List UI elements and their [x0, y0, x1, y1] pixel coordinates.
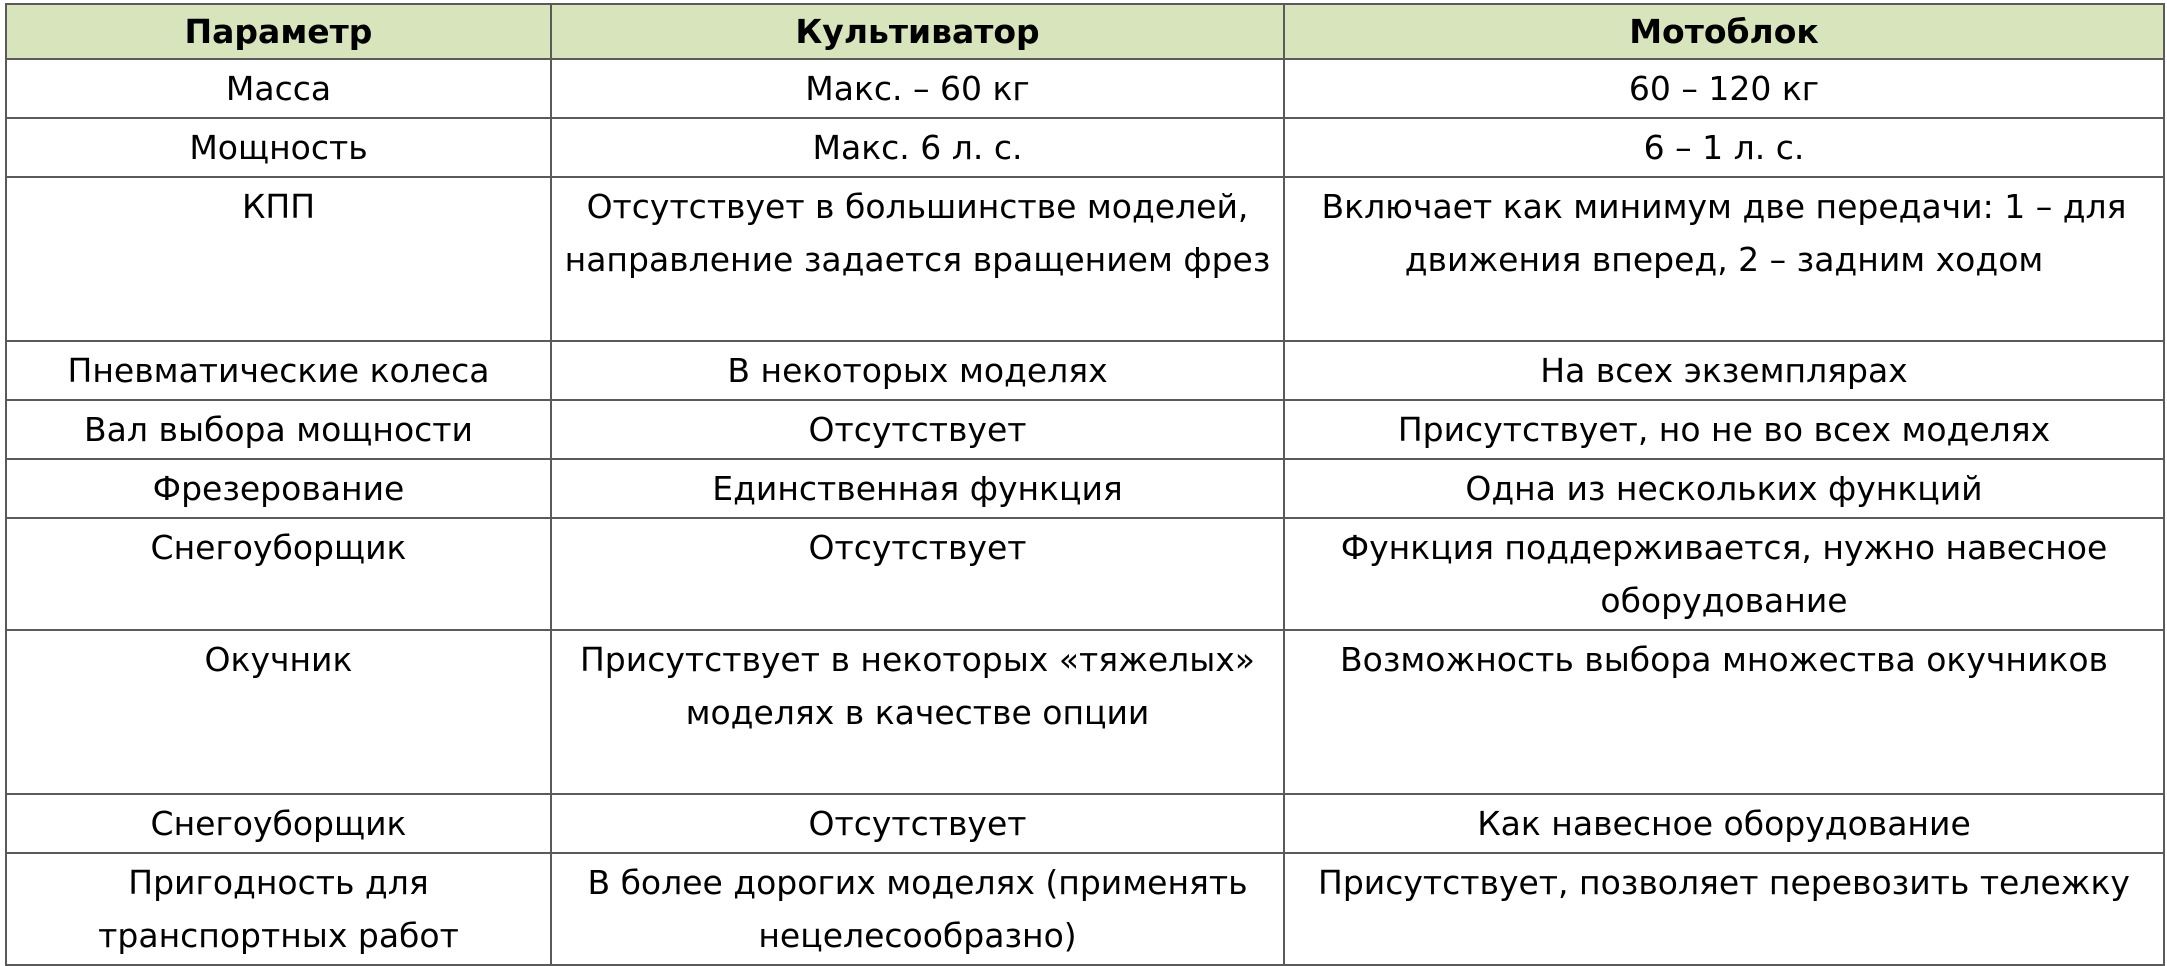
table-cell-parameter: Фрезерование — [6, 459, 551, 518]
table-cell-cultivator: Макс. – 60 кг — [551, 59, 1284, 118]
table-row — [6, 59, 2164, 118]
table-row — [6, 459, 2164, 518]
table-cell-parameter: Окучник — [6, 630, 551, 794]
table-row — [6, 341, 2164, 400]
table-cell-motoblock: Присутствует, но не во всех моделях — [1284, 400, 2164, 459]
table-row — [6, 118, 2164, 177]
table-cell-cultivator: Отсутствует — [551, 794, 1284, 853]
table-cell-motoblock: 6 – 1 л. с. — [1284, 118, 2164, 177]
column-header-parameter: Параметр — [6, 4, 551, 59]
table-cell-parameter: Снегоуборщик — [6, 794, 551, 853]
table-cell-parameter: Пневматические колеса — [6, 341, 551, 400]
table-row — [6, 794, 2164, 853]
table-cell-cultivator: Отсутствует — [551, 518, 1284, 630]
table-cell-cultivator: Отсутствует в большинстве моделей, направление задается вращением фрез — [551, 177, 1284, 341]
table-cell-motoblock: Как навесное оборудование — [1284, 794, 2164, 853]
table-cell-parameter: Вал выбора мощности — [6, 400, 551, 459]
column-header-motoblock: Мотоблок — [1284, 4, 2164, 59]
table-cell-parameter: Пригодность для транспортных работ — [6, 853, 551, 965]
table-cell-motoblock: На всех экземплярах — [1284, 341, 2164, 400]
table-cell-cultivator: В более дорогих моделях (применять нецелесообразно) — [551, 853, 1284, 965]
table-row — [6, 630, 2164, 794]
table-cell-cultivator: Единственная функция — [551, 459, 1284, 518]
table-cell-cultivator: Макс. 6 л. с. — [551, 118, 1284, 177]
table-cell-motoblock: Присутствует, позволяет перевозить тележку — [1284, 853, 2164, 965]
table-cell-parameter: КПП — [6, 177, 551, 341]
column-header-cultivator: Культиватор — [551, 4, 1284, 59]
table-cell-motoblock: Включает как минимум две передачи: 1 – для движения вперед, 2 – задним ходом — [1284, 177, 2164, 341]
table-cell-parameter: Мощность — [6, 118, 551, 177]
table-cell-cultivator: Присутствует в некоторых «тяжелых» моделях в качестве опции — [551, 630, 1284, 794]
table-cell-cultivator: Отсутствует — [551, 400, 1284, 459]
table-cell-parameter: Снегоуборщик — [6, 518, 551, 630]
table-row — [6, 400, 2164, 459]
table-row — [6, 518, 2164, 630]
table-cell-motoblock: Возможность выбора множества окучников — [1284, 630, 2164, 794]
table-cell-motoblock: Одна из нескольких функций — [1284, 459, 2164, 518]
table-cell-cultivator: В некоторых моделях — [551, 341, 1284, 400]
comparison-table — [5, 3, 2165, 966]
comparison-table-container — [5, 3, 2163, 966]
table-cell-motoblock: Функция поддерживается, нужно навесное оборудование — [1284, 518, 2164, 630]
table-row — [6, 853, 2164, 965]
table-cell-motoblock: 60 – 120 кг — [1284, 59, 2164, 118]
table-row — [6, 177, 2164, 341]
table-header-row — [6, 4, 2164, 59]
table-cell-parameter: Масса — [6, 59, 551, 118]
